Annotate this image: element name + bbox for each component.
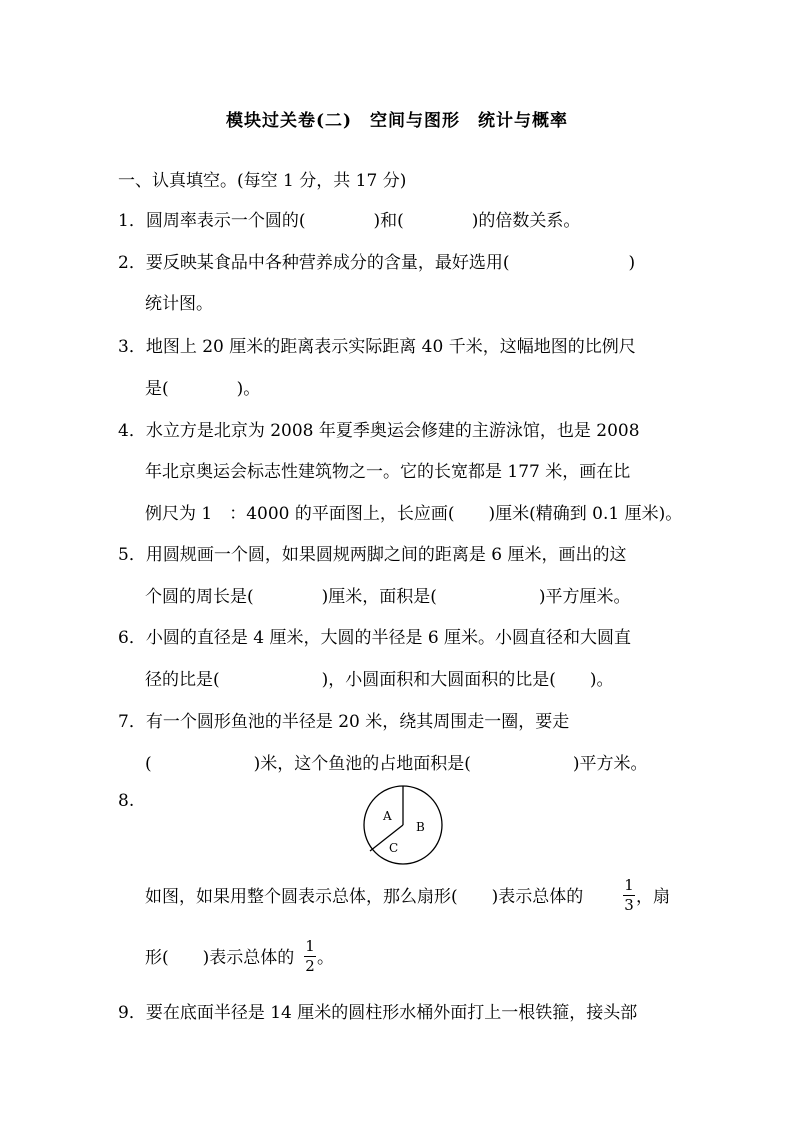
question-3-line-2: 是( )。 bbox=[145, 379, 261, 399]
pie-circle-figure bbox=[362, 784, 444, 866]
question-4-line-1: 4．水立方是北京为 2008 年夏季奥运会修建的主游泳馆，也是 2008 bbox=[118, 421, 640, 441]
question-2-line-2: 统计图。 bbox=[145, 294, 213, 314]
page-title: 模块过关卷(二) 空间与图形 统计与概率 bbox=[225, 111, 569, 131]
fraction-one-half bbox=[304, 938, 316, 975]
sector-a-label: A bbox=[383, 809, 392, 823]
question-8-line-2: 形( )表示总体的 bbox=[145, 948, 295, 968]
question-4-line-2: 年北京奥运会标志性建筑物之一。它的长宽都是 177 米，画在比 bbox=[145, 462, 631, 482]
question-8-line-1-tail: ，扇 bbox=[636, 887, 670, 907]
question-9-line-1: 9．要在底面半径是 14 厘米的圆柱形水桶外面打上一根铁箍，接头部 bbox=[118, 1003, 638, 1023]
question-6-line-1: 6．小圆的直径是 4 厘米，大圆的半径是 6 厘米。小圆直径和大圆直 bbox=[118, 628, 632, 648]
question-8-line-1: 如图，如果用整个圆表示总体，那么扇形( )表示总体的 bbox=[145, 887, 584, 907]
question-5-line-2: 个圆的周长是( )厘米，面积是( )平方厘米。 bbox=[145, 587, 631, 607]
question-7-line-2: ( )米，这个鱼池的占地面积是( )平方米。 bbox=[145, 754, 648, 774]
question-4-line-3: 例尺为 1 ：4000 的平面图上，长应画( )厘米(精确到 0.1 厘米)。 bbox=[145, 504, 683, 524]
question-1: 1．圆周率表示一个圆的( )和( )的倍数关系。 bbox=[118, 211, 581, 231]
question-6-line-2: 径的比是( )，小圆面积和大圆面积的比是( )。 bbox=[145, 670, 614, 690]
fraction-denominator: 3 bbox=[624, 896, 634, 914]
question-3-line-1: 3．地图上 20 厘米的距离表示实际距离 40 千米，这幅地图的比例尺 bbox=[118, 337, 636, 357]
fraction-numerator: 1 bbox=[305, 937, 315, 955]
sector-c-label: C bbox=[389, 841, 399, 855]
question-5-line-1: 5．用圆规画一个圆，如果圆规两脚之间的距离是 6 厘米，画出的这 bbox=[118, 545, 627, 565]
section-heading: 一、认真填空。(每空 1 分，共 17 分) bbox=[118, 171, 407, 191]
fraction-numerator: 1 bbox=[624, 876, 634, 894]
question-2-line-1: 2．要反映某食品中各种营养成分的含量，最好选用( ) bbox=[118, 253, 636, 273]
question-8-number: 8. bbox=[118, 791, 135, 811]
sector-b-label: B bbox=[416, 820, 425, 834]
fraction-denominator: 2 bbox=[305, 957, 315, 975]
question-8-line-2-tail: 。 bbox=[317, 948, 334, 968]
fraction-one-third bbox=[623, 877, 635, 914]
question-7-line-1: 7．有一个圆形鱼池的半径是 20 米，绕其周围走一圈，要走 bbox=[118, 712, 570, 732]
